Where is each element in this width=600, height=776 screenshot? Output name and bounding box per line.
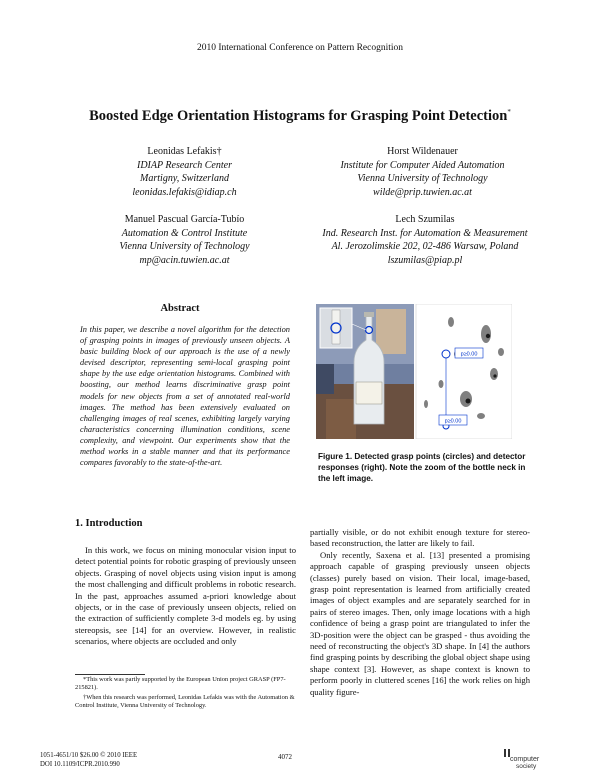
abstract-heading: Abstract — [160, 303, 200, 314]
intro-paragraph-2: Only recently, Saxena et al. [13] presented a promising approach capable of grasping previously unseen objects (classes) purely based on vision. Their local, image-based, grasp point representation is learned from artificially created images of object examples and are separately searched for in pairs of stereo images. Then, only image locations with a high confidence of being a grasp point are triangulated to infer the 3D-position were the object can be grasped - thus avoiding the need of reconstructing the object's 3D shape. In [4] the authors find grasping points by describing the global object shape using shape context [3]. However, as shape context is known to perform poorly in cluttered scenes [16] the work relies on high quality figure- — [310, 549, 530, 697]
author-email: leonidas.lefakis@idiap.ch — [132, 186, 237, 198]
footnote-rule — [75, 674, 145, 675]
author-block-4 — [300, 213, 550, 267]
author-location: Vienna University of Technology — [119, 241, 250, 252]
author-email: wilde@prip.tuwien.ac.at — [373, 186, 472, 198]
author-name: Leonidas Lefakis† — [147, 146, 222, 157]
footnote-text: *This work was partly supported by the European Union project GRASP (FP7-215821). — [75, 676, 286, 692]
footnote-2 — [75, 694, 296, 710]
author-affiliation: IDIAP Research Center — [137, 159, 232, 171]
footnote-1 — [75, 676, 296, 692]
author-block-3 — [72, 213, 297, 267]
logo-word-2: society — [516, 763, 537, 770]
author-block-1 — [72, 145, 297, 199]
author-name: Manuel Pascual García-Tubío — [124, 214, 245, 225]
page-number: 4072 — [278, 753, 292, 761]
grasp-label-1: p≥0.00 — [460, 351, 478, 358]
author-email: lszumilas@piap.pl — [387, 254, 463, 266]
author-affiliation: Automation & Control Institute — [121, 227, 248, 239]
grasp-label-2: p≥0.00 — [444, 418, 462, 425]
intro-paragraph-1: In this work, we focus on mining monocular vision input to detect potential points for robotic grasping of previously unseen objects. Grasping of novel objects using vision input is among the most challenging and difficult problems in robotic research. In the past, approaches assumed a-priori knowledge about objects, or in the case of previously unseen objects, relied on the extraction of sufficiently complete 3-d models eg. by using stereopsis, see [14] for an overview. However, in realistic scenarios, where objects are occluded and only — [75, 545, 296, 647]
author-location: Al. Jerozolimskie 202, 02-486 Warsaw, Poland — [331, 241, 519, 252]
section-heading-introduction: 1. Introduction — [75, 518, 143, 529]
doi-line: DOI 10.1109/ICPR.2010.990 — [40, 761, 120, 768]
figure-1-caption: Figure 1. Detected grasp points (circles) and detector responses (right). Note the zoom of the bottle neck in the left image. — [318, 452, 526, 483]
abstract-body: In this paper, we describe a novel algorithm for the detection of grasping points in images of previously unseen objects. A basic building block of our approach is the use of a newly devised descriptor, representing semi-local grasping point shape by the use edge orientation histograms. Combined with boosting, our method learns discriminative grasp point models for new objects from a set of annotated real-world images. The method has been extensively evaluated on challenging images of real scenes, exhibiting largely varying characteristics concerning illumination conditions, scene complexity, and viewpoint. Our experiments show that the method works in a stable manner and that its performance compares favorably to the state-of-the-art. — [80, 325, 290, 468]
author-block-2 — [300, 145, 545, 199]
figure-1-image — [316, 304, 512, 439]
right-response-map — [416, 304, 512, 439]
author-affiliation: Institute for Computer Aided Automation — [340, 159, 505, 171]
author-location: Martigny, Switzerland — [140, 173, 229, 184]
title-footnote-mark: * — [507, 108, 511, 117]
paper-title — [40, 108, 560, 125]
title-text: Boosted Edge Orientation Histograms for Grasping Point Detection — [89, 108, 508, 124]
author-name: Horst Wildenauer — [387, 146, 458, 157]
conference-header: 2010 International Conference on Pattern Recognition — [196, 43, 404, 53]
left-photo — [316, 304, 414, 439]
copyright-line: 1051-4651/10 $26.00 © 2010 IEEE — [40, 752, 138, 759]
logo-word-1: computer — [510, 756, 540, 763]
intro-column-right — [310, 527, 530, 698]
footnote-text: †When this research was performed, Leonidas Lefakis was with the Automation & Control Institute, Vienna University of Technology. — [75, 694, 295, 710]
author-name: Lech Szumilas — [395, 214, 455, 225]
computer-society-logo — [498, 748, 558, 770]
author-location: Vienna University of Technology — [357, 173, 488, 184]
intro-continuation: partially visible, or do not exhibit enough texture for stereo-based reconstruction, the latter are likely to fail. — [310, 527, 530, 549]
author-affiliation: Ind. Research Inst. for Automation & Measurement — [322, 227, 528, 239]
intro-column-left — [75, 545, 296, 648]
author-email: mp@acin.tuwien.ac.at — [139, 254, 230, 266]
